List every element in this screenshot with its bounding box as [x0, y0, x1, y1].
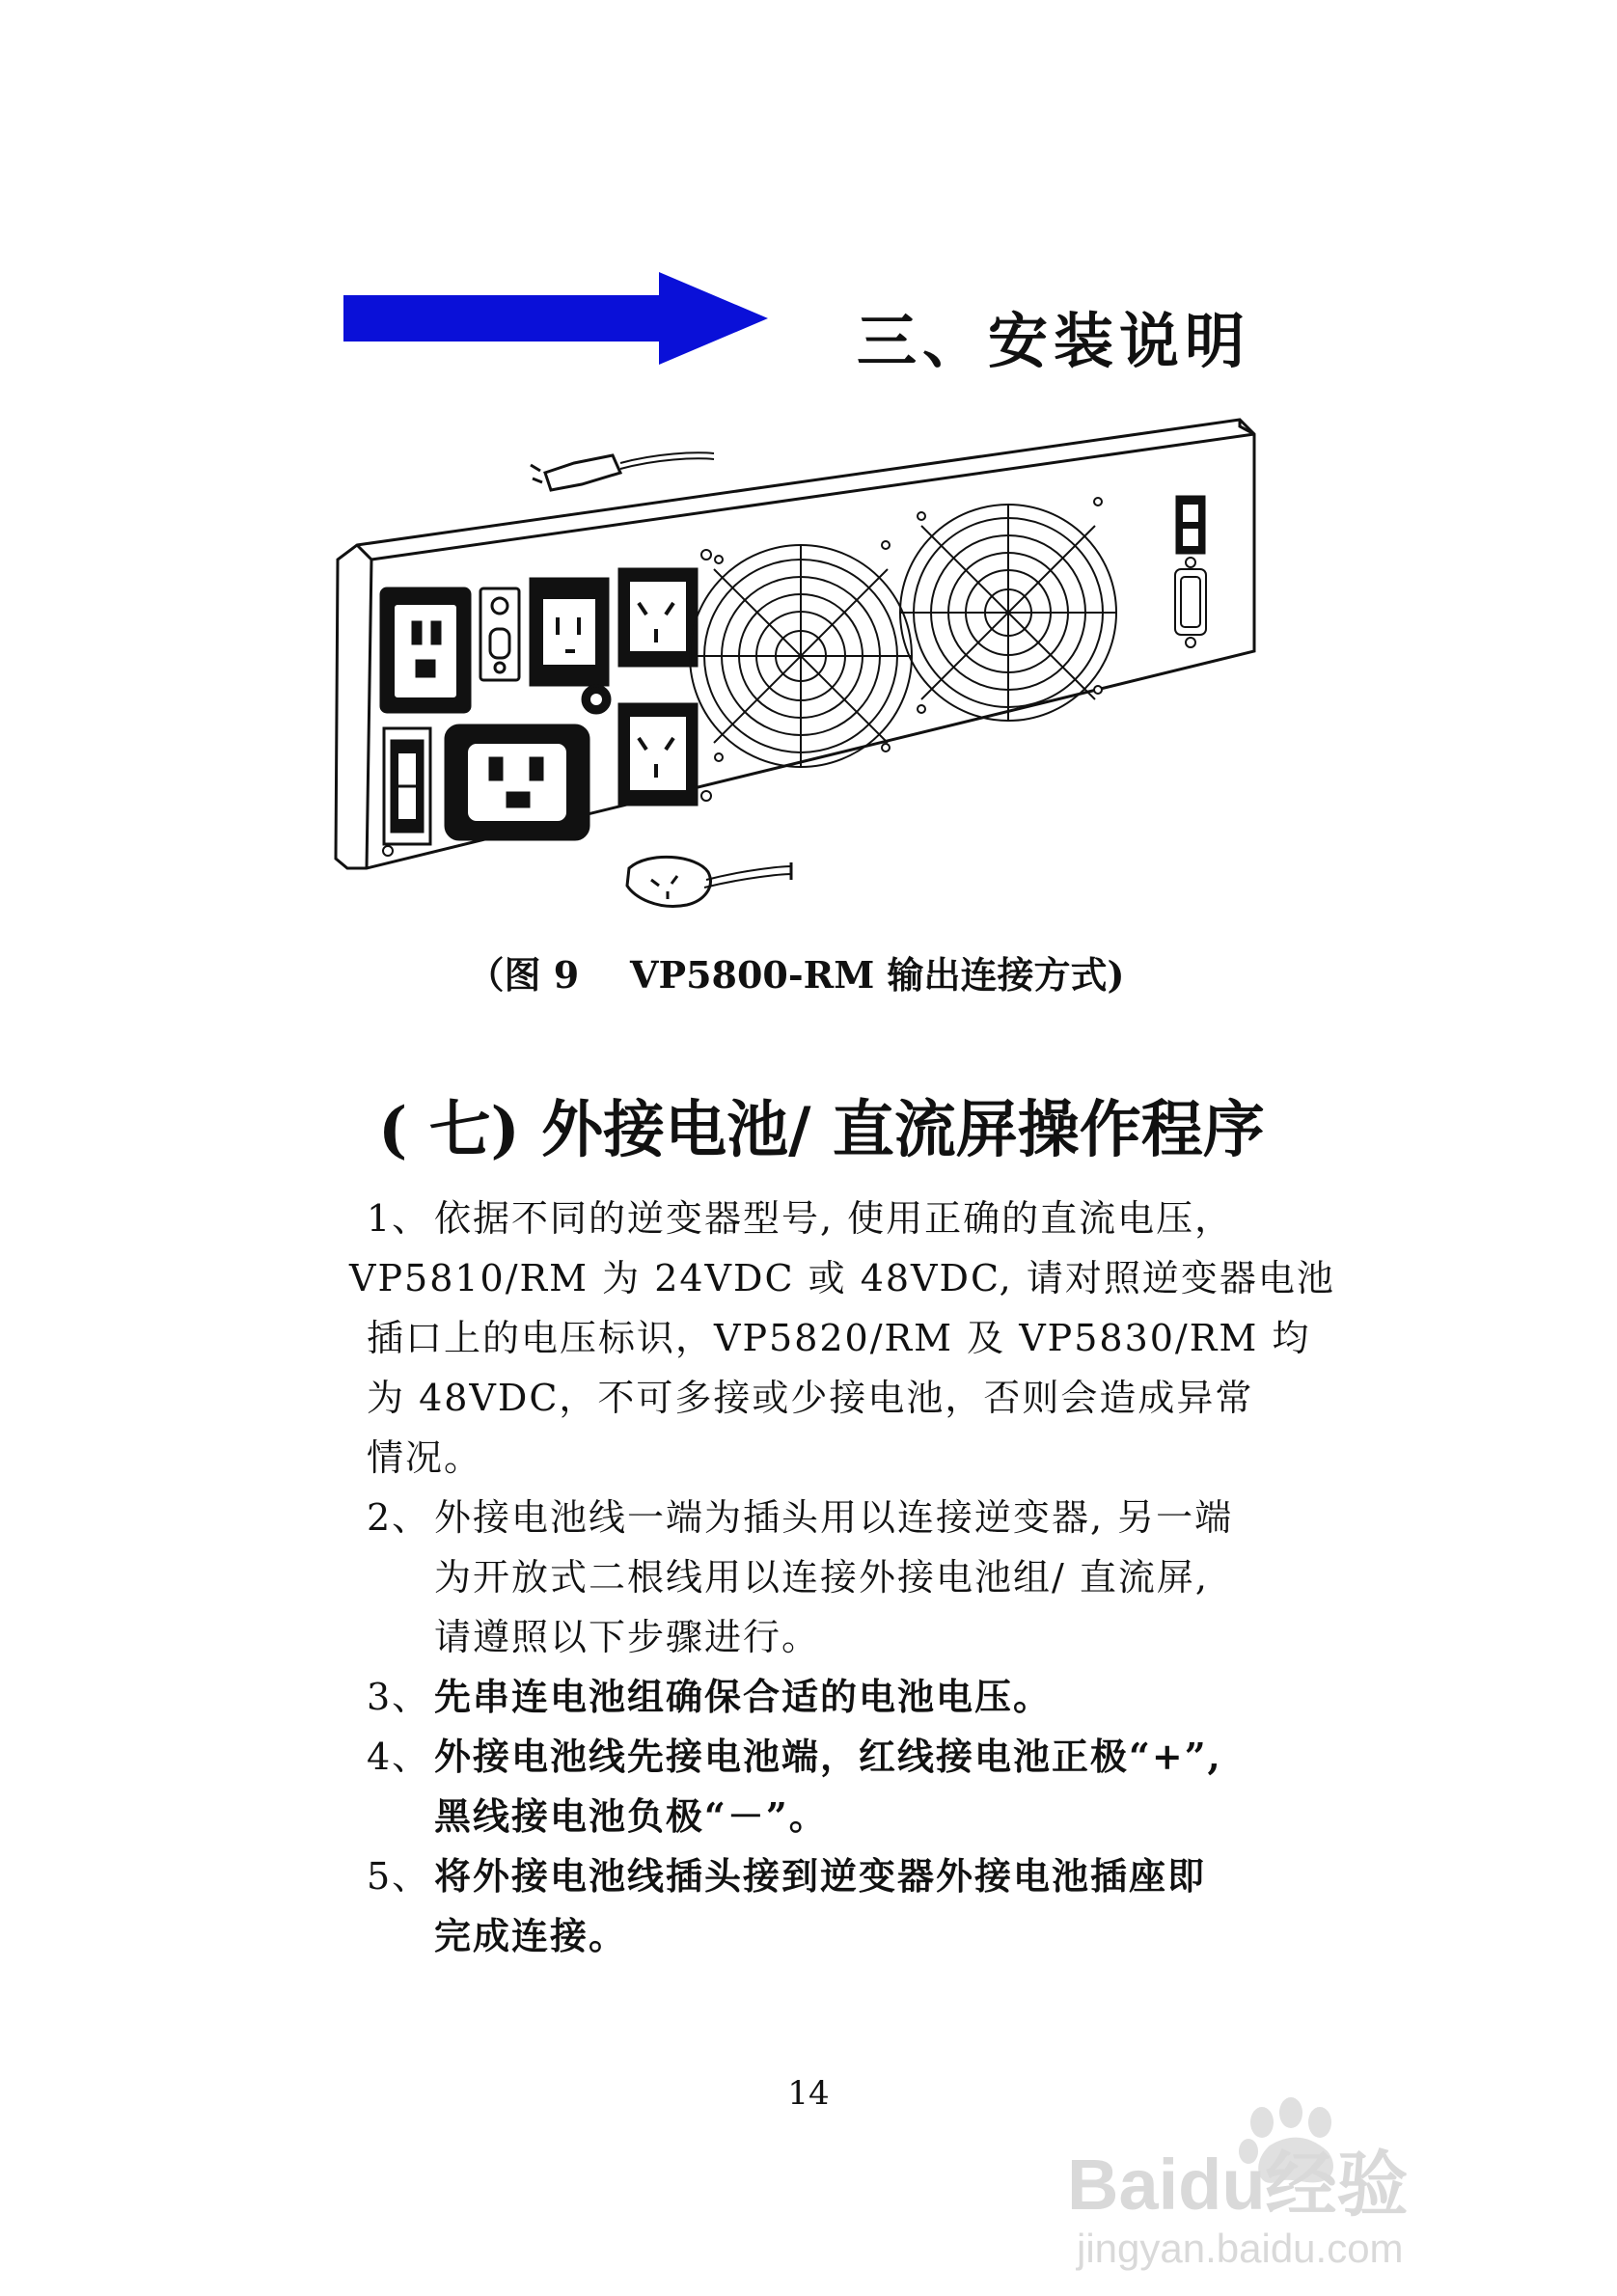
item-3-number: 3、 [367, 1676, 431, 1718]
item-1-line-3: 插口上的电压标识，VP5820/RM 及 VP5830/RM 均 [367, 1317, 1311, 1359]
item-4-line-1: 外接电池线先接电池端，红线接电池正极“+”, [434, 1735, 1222, 1778]
status-display [1177, 497, 1204, 553]
item-2-line-3: 请遵照以下步骤进行。 [434, 1616, 821, 1658]
item-1-line-2: VP5810/RM 为 24VDC 或 48VDC, 请对照逆变器电池 [349, 1257, 1335, 1299]
item-5-line-2: 完成连接。 [434, 1914, 628, 1957]
baidu-watermark [1038, 2084, 1521, 2277]
blue-arrow-icon [343, 272, 768, 365]
item-2-line-1: 外接电池线一端为插头用以连接逆变器, 另一端 [434, 1496, 1234, 1539]
fuse-holder [583, 686, 610, 713]
item-3-line-1: 先串连电池组确保合适的电池电压。 [434, 1675, 1053, 1718]
rear-panel-figure [289, 415, 1302, 936]
item-5-number: 5、 [367, 1855, 431, 1898]
item-1-line-4: 为 48VDC，不可多接或少接电池，否则会造成异常 [367, 1377, 1254, 1419]
input-socket [381, 588, 470, 712]
item-1-line-1: 依据不同的逆变器型号, 使用正确的直流电压， [434, 1197, 1234, 1240]
item-2-number: 2、 [367, 1496, 431, 1539]
watermark-brand: Baidu经验 [1067, 2145, 1409, 2225]
battery-connector [384, 728, 430, 844]
watermark-url: jingyan.baidu.com [1077, 2226, 1404, 2271]
item-1-number: 1、 [367, 1197, 431, 1240]
item-2-line-2: 为开放式二根线用以连接外接电池组/ 直流屏, [434, 1556, 1209, 1599]
outlet-au-2 [619, 704, 697, 805]
item-5-line-1: 将外接电池线插头接到逆变器外接电池插座即 [434, 1854, 1207, 1898]
outlet-au-1 [619, 569, 697, 666]
item-4-number: 4、 [367, 1736, 431, 1778]
figure-caption: （图 9 VP5800-RM 输出连接方式) [467, 953, 1125, 997]
outlet-nema-1 [531, 579, 608, 685]
item-1-line-5: 情况。 [367, 1436, 483, 1479]
subsection-heading: ( 七) 外接电池/ 直流屏操作程序 [378, 1094, 1265, 1166]
page-number: 14 [787, 2074, 830, 2113]
section-header: 三、安装说明 [857, 306, 1251, 376]
item-4-line-2: 黑线接电池负极“－”。 [434, 1794, 828, 1838]
power-plug-top-icon [531, 452, 714, 490]
power-plug-bottom-icon [627, 857, 791, 906]
iec-outlet [446, 725, 589, 839]
